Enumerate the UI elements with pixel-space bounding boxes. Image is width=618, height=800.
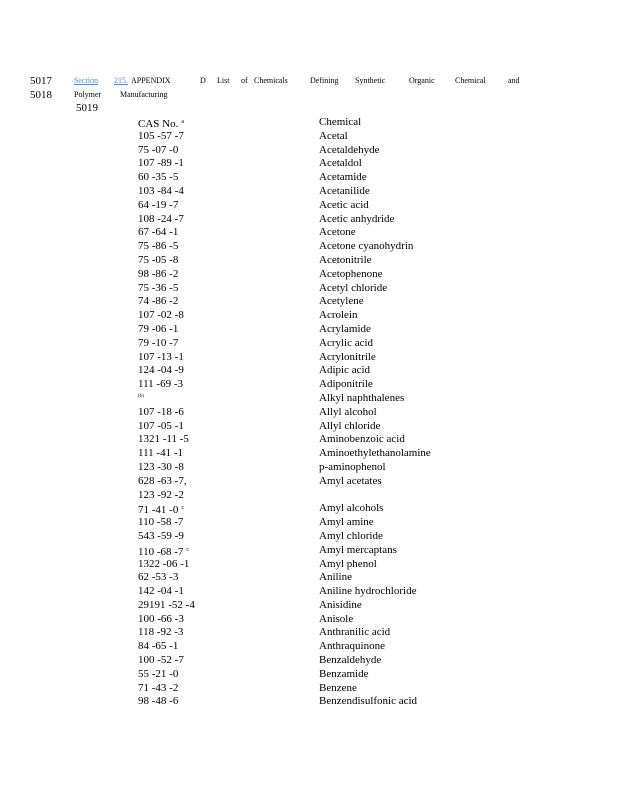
chemical-name: p-aminophenol (319, 460, 386, 473)
cas-number: 123 -30 -8 (138, 460, 184, 473)
cas-number: 75 -07 -0 (138, 143, 179, 156)
heading-word: Polymer (74, 90, 102, 99)
heading-word: Chemical (455, 76, 486, 85)
chemical-name: Adipic acid (319, 364, 371, 377)
chemical-name: Acetone cyanohydrin (319, 240, 414, 253)
table-row (138, 282, 458, 296)
cas-number: 98 -86 -2 (138, 267, 179, 280)
table-row (138, 268, 458, 282)
chemical-name: Acetic anhydride (319, 212, 395, 225)
cas-number: 74 -86 -2 (138, 295, 179, 308)
table-row (138, 682, 458, 696)
table-row (138, 502, 458, 516)
cas-number: 107 -89 -1 (138, 157, 184, 170)
cas-number: 543 -59 -9 (138, 529, 184, 542)
cas-number: 55 -21 -0 (138, 667, 179, 680)
heading-word: Defining (310, 76, 339, 85)
chemical-name: Acetaldol (319, 157, 362, 170)
cas-number: 60 -35 -5 (138, 171, 179, 184)
table-row (138, 378, 458, 392)
chemical-name: Acrylamide (319, 322, 371, 335)
chemical-name: Amyl acetates (319, 474, 382, 487)
cas-number: 75 -05 -8 (138, 253, 179, 266)
chemical-name: Acrylonitrile (319, 350, 376, 363)
heading-word: of (241, 76, 248, 85)
table-row (138, 392, 458, 406)
cas-number: 62 -53 -3 (138, 571, 179, 584)
table-row (138, 213, 458, 227)
cas-number: 628 -63 -7, (138, 474, 187, 487)
table-row (138, 626, 458, 640)
cas-number: 142 -04 -1 (138, 585, 184, 598)
cas-number: 107 -18 -6 (138, 405, 184, 418)
chemical-name: Anthraquinone (319, 640, 385, 653)
table-row (138, 558, 458, 572)
table-row (138, 157, 458, 171)
cas-number: 108 -24 -7 (138, 212, 184, 225)
chemical-name: Aminobenzoic acid (319, 433, 405, 446)
cas-number: 107 -02 -8 (138, 309, 184, 322)
table-header-row (138, 116, 458, 130)
cas-number: 1322 -06 -1 (138, 557, 190, 570)
table-row (138, 185, 458, 199)
table-row (138, 516, 458, 530)
footnote-marker: a (181, 119, 185, 125)
cas-number: 75 -36 -5 (138, 281, 179, 294)
table-row (138, 351, 458, 365)
cas-number: 100 -52 -7 (138, 654, 184, 667)
table-row (138, 309, 458, 323)
chemical-name: Acetylene (319, 295, 364, 308)
chemical-name: Benzene (319, 681, 357, 694)
heading-word: Chemicals (254, 76, 288, 85)
chemical-name: Allyl chloride (319, 419, 381, 432)
cas-number: 75 -86 -5 (138, 240, 179, 253)
table-row (138, 171, 458, 185)
chemical-name: Anisole (319, 612, 354, 625)
footnote-marker: c (186, 546, 190, 553)
chemical-name: Benzamide (319, 667, 369, 680)
cas-number: 64 -19 -7 (138, 198, 179, 211)
chemical-column-header: Chemical (319, 116, 362, 128)
cas-number: 118 -92 -3 (138, 626, 184, 639)
heading-word: List (217, 76, 230, 85)
table-row (138, 226, 458, 240)
cas-number: 79 -10 -7 (138, 336, 179, 349)
cas-number: 110 -68 -7 $^c$ (138, 545, 190, 558)
cas-number: 1321 -11 -5 (138, 433, 189, 446)
table-row (138, 323, 458, 337)
heading-word: and (508, 76, 520, 85)
table-row (138, 544, 458, 558)
cas-number: 71 -43 -2 (138, 681, 179, 694)
chemical-name: Amyl alcohols (319, 502, 384, 515)
table-row (138, 337, 458, 351)
chemical-name: Allyl alcohol (319, 405, 377, 418)
cas-number: 124 -04 -9 (138, 364, 184, 377)
chemical-name: Amyl mercaptans (319, 543, 397, 556)
table-row (138, 254, 458, 268)
chemical-name: Acetal (319, 129, 348, 142)
chemical-name: Acrolein (319, 309, 358, 322)
chemical-name: Acetone (319, 226, 356, 239)
table-row (138, 599, 458, 613)
heading-word: D (200, 76, 206, 85)
chemical-list-table (138, 116, 458, 709)
table-row (138, 489, 458, 503)
cas-number: 110 -58 -7 (138, 516, 184, 529)
cas-number: 71 -41 -0 $^c$ (138, 504, 184, 517)
appendix-heading (74, 75, 524, 87)
table-row (138, 420, 458, 434)
cas-number: 103 -84 -4 (138, 184, 184, 197)
chemical-name: Acrylic acid (319, 336, 374, 349)
cas-number: (b) (138, 393, 144, 399)
cas-number: 111 -41 -1 (138, 447, 184, 460)
line-number: 5017 (30, 75, 52, 87)
table-row (138, 585, 458, 599)
chemical-name: Alkyl naphthalenes (319, 391, 405, 404)
table-row (138, 199, 458, 213)
chemical-name: Anisidine (319, 598, 362, 611)
chemical-name: Adiponitrile (319, 378, 373, 391)
cas-number: 111 -69 -3 (138, 378, 184, 391)
cas-number: 67 -64 -1 (138, 226, 179, 239)
table-row (138, 364, 458, 378)
cas-number: 107 -05 -1 (138, 419, 184, 432)
chemical-name: Anthranilic acid (319, 626, 391, 639)
chemical-name: Acetaldehyde (319, 143, 380, 156)
chemical-name: Aminoethylethanolamine (319, 447, 431, 460)
table-row (138, 695, 458, 709)
chemical-name: Acetophenone (319, 267, 383, 280)
chemical-name: Acetyl chloride (319, 281, 388, 294)
chemical-name: Acetanilide (319, 184, 370, 197)
heading-word: Organic (409, 76, 435, 85)
chemical-name: Amyl amine (319, 516, 374, 529)
section-link[interactable]: Section (74, 76, 98, 85)
cas-number: 98 -48 -6 (138, 695, 179, 708)
chemical-name: Acetic acid (319, 198, 369, 211)
cas-number: 107 -13 -1 (138, 350, 184, 363)
cas-column-header: CAS No. $^a$ (138, 118, 185, 130)
chemical-name: Aniline (319, 571, 352, 584)
table-row (138, 406, 458, 420)
table-row (138, 654, 458, 668)
cas-number: 123 -92 -2 (138, 488, 184, 501)
heading-word: APPENDIX (131, 76, 171, 85)
table-row (138, 433, 458, 447)
table-row (138, 295, 458, 309)
chemical-name: Amyl chloride (319, 529, 383, 542)
chemical-name: Amyl phenol (319, 557, 377, 570)
heading-word: Manufacturing (120, 90, 168, 99)
table-row (138, 571, 458, 585)
table-row (138, 613, 458, 627)
footnote-marker: c (181, 505, 184, 512)
table-row (138, 640, 458, 654)
table-row (138, 668, 458, 682)
cas-number: 29191 -52 -4 (138, 598, 195, 611)
table-row (138, 144, 458, 158)
table-row (138, 240, 458, 254)
chemical-name: Benzaldehyde (319, 654, 382, 667)
table-row (138, 447, 458, 461)
heading-word: Synthetic (355, 76, 386, 85)
cas-number: 79 -06 -1 (138, 322, 179, 335)
line-number: 5019 (76, 102, 98, 114)
chemical-name: Aniline hydrochloride (319, 585, 417, 598)
table-row (138, 475, 458, 489)
table-row (138, 530, 458, 544)
cas-number: 105 -57 -7 (138, 129, 184, 142)
section-number-link[interactable]: 215. (114, 76, 128, 85)
line-number: 5018 (30, 89, 52, 101)
cas-number: 100 -66 -3 (138, 612, 184, 625)
table-row (138, 130, 458, 144)
table-row (138, 461, 458, 475)
chemical-name: Acetonitrile (319, 253, 372, 266)
chemical-name: Acetamide (319, 171, 367, 184)
chemical-name: Benzendisulfonic acid (319, 695, 418, 708)
cas-number: 84 -65 -1 (138, 640, 179, 653)
